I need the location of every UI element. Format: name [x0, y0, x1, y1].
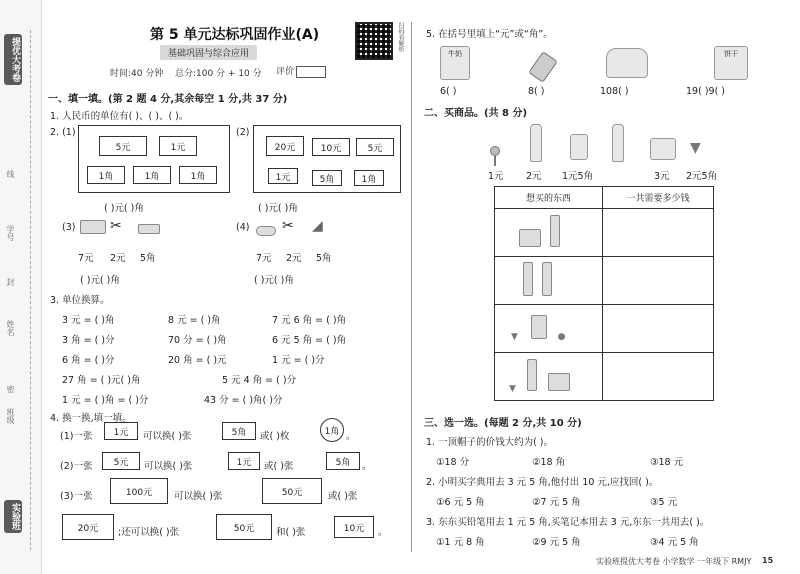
conv-1-1: 3 元 = ( )角: [62, 315, 115, 326]
q2-3-label: (3): [62, 222, 76, 233]
choice-3-opt-1[interactable]: ①1 元 8 角: [436, 537, 485, 548]
q2-3-price-3: 5角: [140, 253, 156, 264]
note-1-jiao-d: 1角: [354, 170, 384, 186]
qr-code-icon[interactable]: [355, 22, 393, 60]
q2-1-frame: [78, 125, 230, 193]
note-1-yuan-b: 1元: [268, 168, 298, 184]
q4-3-mid2: 或( )张: [328, 491, 358, 502]
sunglasses-icon: [256, 226, 276, 236]
shoes-icon: [606, 48, 648, 78]
milk-carton-icon: 牛奶: [440, 46, 470, 80]
choice-1-opt-2[interactable]: ②18 角: [532, 457, 566, 468]
q4-3-box1: 100元: [110, 478, 168, 504]
conv-3-3: 1 元 = ( )分: [272, 355, 325, 366]
conv-5-1: 1 元 = ( )角 = ( )分: [62, 395, 149, 406]
note-20-yuan: 20元: [266, 136, 304, 156]
binding-label-name: 姓名: [6, 320, 15, 336]
table-row: [495, 353, 714, 401]
water-bottle-icon-r2: [523, 262, 533, 296]
score-info: 总分:100 分 + 10 分: [175, 69, 262, 79]
q2-4-price-2: 2元: [286, 253, 302, 264]
drink-bottle-icon-r4: [527, 359, 537, 391]
note-1-yuan: 1元: [159, 136, 197, 156]
q4-3b-box1: 20元: [62, 514, 114, 540]
choice-2-opt-1[interactable]: ①6 元 5 角: [436, 497, 485, 508]
table-header-items: 想买的东西: [495, 187, 603, 209]
binding-label-secret: 密: [6, 385, 15, 393]
q2-4-label: (4): [236, 222, 250, 233]
row-2-items: [495, 257, 603, 305]
binding-label-line: 线: [6, 170, 15, 178]
choice-3-opt-2[interactable]: ②9 元 5 角: [532, 537, 581, 548]
drink-bottle-icon-r2: [542, 262, 552, 296]
q2-3-blank: ( )元( )角: [80, 275, 120, 286]
choice-3: 3. 东东买铅笔用去 1 元 5 角,买笔记本用去 3 元,东东一共用去( )。: [426, 517, 710, 528]
q4-2-pre: (2)一张: [60, 461, 93, 472]
row-1-items: [495, 209, 603, 257]
rating-label: 评价: [276, 67, 295, 77]
page-number: 15: [762, 556, 774, 565]
q2-1-blank: ( )元( )角: [104, 203, 144, 214]
brand-badge-top: 提优大考卷: [4, 34, 22, 85]
biscuit-box-icon: 饼干: [714, 46, 748, 80]
row-1-answer[interactable]: [603, 209, 714, 257]
eraser-icon: [138, 224, 160, 234]
drink-bottle-icon-r1: [550, 215, 560, 247]
shop-price-4: 3元: [654, 171, 670, 182]
table-row: [495, 305, 714, 353]
note-5-yuan-b: 5元: [356, 138, 394, 156]
water-bottle-icon: [530, 124, 542, 162]
conv-2-3: 6 元 5 角 = ( )角: [272, 335, 347, 346]
q2-4-price-1: 7元: [256, 253, 272, 264]
q2-2-blank: ( )元( )角: [258, 203, 298, 214]
milk-box-icon-r4: [548, 373, 570, 391]
q5-item-3: 108( ): [600, 86, 629, 97]
conv-4-1: 27 角 = ( )元( )角: [62, 375, 141, 386]
column-divider: [411, 22, 412, 552]
row-3-answer[interactable]: [603, 305, 714, 353]
choice-1-opt-1[interactable]: ①18 分: [436, 457, 470, 468]
q4-2-post: 。: [362, 461, 372, 472]
conv-1-3: 7 元 6 角 = ( )角: [272, 315, 347, 326]
q2-2-label: (2): [236, 127, 250, 138]
time-info: 时间:40 分钟: [110, 69, 164, 79]
q4-1-mid1: 可以换( )张: [143, 431, 192, 442]
q4-2-box2: 1元: [228, 452, 260, 470]
q2-3-price-1: 7元: [78, 253, 94, 264]
shop-price-5: 2元5角: [686, 171, 718, 182]
conv-3-2: 20 角 = ( )元: [168, 355, 227, 366]
row-4-answer[interactable]: [603, 353, 714, 401]
ice-cream-icon-r4: ▼: [509, 384, 516, 394]
q5-item-4: 19( )9( ): [686, 86, 725, 97]
q4-2-mid2: 或( )张: [264, 461, 294, 472]
milk-box-icon: [650, 138, 676, 160]
note-1-jiao-c: 1角: [179, 166, 217, 184]
table-row: [495, 209, 714, 257]
conv-2-1: 3 角 = ( )分: [62, 335, 115, 346]
milk-box-icon-r1: [519, 229, 541, 247]
shop-price-2: 2元: [526, 171, 542, 182]
q5-item-1: 6( ): [440, 86, 457, 97]
q4-3b-mid2: 和( )张: [276, 527, 306, 538]
q4-1-pre: (1)一张: [60, 431, 93, 442]
eraser-pen-icon: [528, 51, 558, 83]
qr-note: 扫码看解析: [397, 22, 404, 52]
q4-3-box2: 50元: [262, 478, 322, 504]
conv-5-2: 43 分 = ( )角( )分: [204, 395, 283, 406]
conv-3-1: 6 角 = ( )分: [62, 355, 115, 366]
shopping-table: [494, 186, 714, 401]
q4-3-pre: (3)一张: [60, 491, 93, 502]
conv-2-2: 70 分 = ( )角: [168, 335, 227, 346]
section-2-title: 二、买商品。(共 8 分): [424, 108, 528, 119]
choice-2: 2. 小明买字典用去 3 元 5 角,他付出 10 元,应找回( )。: [426, 477, 659, 488]
drink-bottle-icon: [612, 124, 624, 162]
shop-price-1: 1元: [488, 171, 504, 182]
binding-label-seal: 封: [6, 278, 15, 286]
q4-3b-box2: 50元: [216, 514, 272, 540]
conv-1-2: 8 元 = ( )角: [168, 315, 221, 326]
q4-title: 4. 换一换,填一填。: [50, 413, 132, 424]
row-4-items: [495, 353, 603, 401]
rating: [276, 64, 326, 78]
juice-box-icon-r3: [531, 315, 547, 339]
choice-3-opt-3[interactable]: ③4 元 5 角: [650, 537, 699, 548]
q4-2-box3: 5角: [326, 452, 360, 470]
subtitle: 基础巩固与综合应用: [160, 45, 257, 60]
row-3-items: [495, 305, 603, 353]
q4-3-mid1: 可以换( )张: [174, 491, 223, 502]
choice-1-opt-3[interactable]: ③18 元: [650, 457, 684, 468]
q2-4-blank: ( )元( )角: [254, 275, 294, 286]
q2-4-price-3: 5角: [316, 253, 332, 264]
q4-2-mid1: 可以换( )张: [144, 461, 193, 472]
binding-label-class: 班级: [6, 408, 15, 424]
section-3-title: 三、选一选。(每题 2 分,共 10 分): [424, 418, 582, 429]
q2-3-price-2: 2元: [110, 253, 126, 264]
row-2-answer[interactable]: [603, 257, 714, 305]
q4-1-box2: 5角: [222, 422, 256, 440]
conv-4-2: 5 元 4 角 = ( )分: [222, 375, 297, 386]
scissors-icon: ✂: [110, 218, 122, 234]
binding-label-number: 学号: [6, 225, 15, 241]
q4-3b-post: 。: [378, 527, 388, 538]
ice-cream-icon-r3: ▼: [511, 332, 518, 342]
footer-text: 实验班提优大考卷 小学数学 一年级下 RMJY: [596, 557, 752, 566]
lollipop-icon: [490, 146, 500, 156]
note-1-jiao-b: 1角: [133, 166, 171, 184]
note-10-yuan: 10元: [312, 138, 350, 156]
q5-title: 5. 在括号里填上“元”或“角”。: [426, 29, 553, 40]
q4-1-box1: 1元: [104, 422, 138, 440]
q4-1-post: 。: [346, 431, 356, 442]
brand-badge-bottom: 实验班: [4, 500, 22, 533]
table-row: [495, 257, 714, 305]
triangle-ruler-icon: ◢: [312, 218, 323, 234]
q4-1-mid2: 或( )枚: [260, 431, 290, 442]
book-icon: [80, 220, 106, 234]
lollipop-stick: [494, 156, 496, 166]
q5-item-2: 8( ): [528, 86, 545, 97]
q4-3b-mid1: ;还可以换( )张: [118, 527, 180, 538]
q2-1-label: 2. (1): [50, 127, 76, 138]
binding-strip: [0, 0, 42, 574]
juice-box-icon: [570, 134, 588, 160]
q4-2-box1: 5元: [102, 452, 140, 470]
cut-line: [30, 30, 31, 550]
lollipop-icon-r3: ●: [557, 332, 566, 342]
choice-2-opt-3[interactable]: ③5 元: [650, 497, 678, 508]
note-5-jiao: 5角: [312, 170, 342, 186]
choice-1: 1. 一顶帽子的价钱大约为( )。: [426, 437, 554, 448]
q3-title: 3. 单位换算。: [50, 295, 110, 306]
rating-box[interactable]: [296, 66, 326, 78]
q4-3b-box3: 10元: [334, 516, 374, 538]
page-title: 第 5 单元达标巩固作业(A): [150, 27, 320, 43]
q4-1-coin: 1角: [320, 418, 344, 442]
ice-cream-icon: ▼: [690, 140, 701, 156]
shop-price-3: 1元5角: [562, 171, 594, 182]
table-header-total: 一共需要多少钱: [603, 187, 714, 209]
q1: 1. 人民币的单位有( )、( )、( )。: [50, 111, 189, 122]
choice-2-opt-2[interactable]: ②7 元 5 角: [532, 497, 581, 508]
section-1-title: 一、填一填。(第 2 题 4 分,其余每空 1 分,共 37 分): [48, 94, 288, 105]
q2-2-frame: [253, 125, 401, 193]
note-1-jiao-a: 1角: [87, 166, 125, 184]
scissors-icon-b: ✂: [282, 218, 294, 234]
note-5-yuan: 5元: [99, 136, 147, 156]
